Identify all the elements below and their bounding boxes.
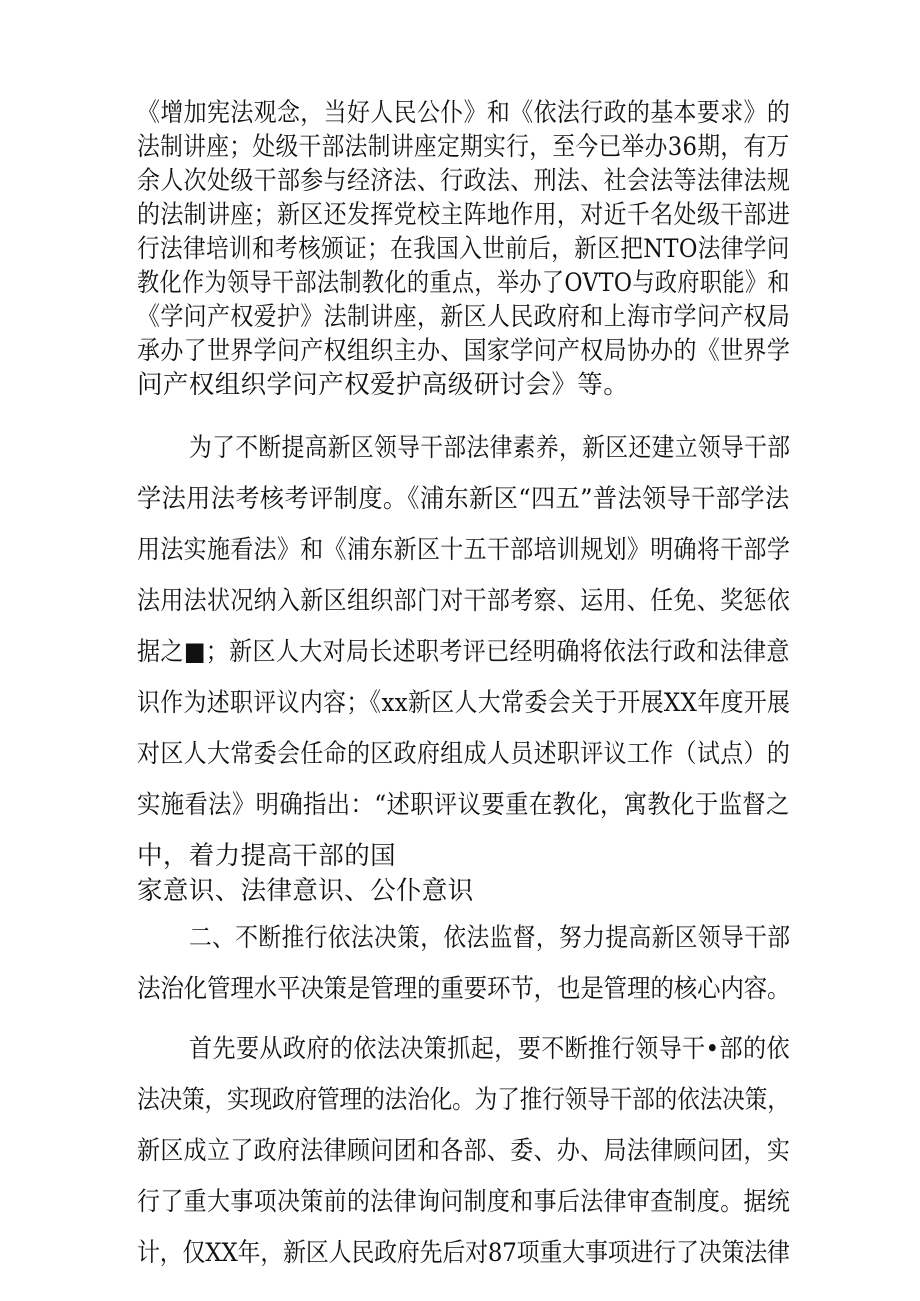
text-line: 据之■；新区人大对局长述职考评已经明确将依法行政和法律意 bbox=[137, 637, 790, 667]
text-line: 承办了世界学问产权组织主办、国家学问产权局协办的《世界学 bbox=[137, 336, 791, 366]
text-line: 行法律培训和考核颁证；在我国入世前后，新区把NTO法律学问 bbox=[137, 234, 790, 264]
text-line: 家意识、法律意识、公仆意识 bbox=[137, 876, 474, 906]
text-line: 学法用法考核考评制度。《浦东新区“四五”普法领导干部学法 bbox=[137, 484, 790, 514]
text-line: 法决策，实现政府管理的法治化。为了推行领导干部的依法决策， bbox=[137, 1085, 790, 1115]
text-line: 行了重大事项决策前的法律询问制度和事后法律审查制度。据统 bbox=[137, 1187, 791, 1217]
text-line: 新区成立了政府法律顾问团和各部、委、办、局法律顾问团，实 bbox=[137, 1136, 791, 1166]
text-line: 法制讲座；处级干部法制讲座定期实行，至今已举办36期，有万 bbox=[137, 132, 790, 162]
text-line: 中，着力提高干部的国 bbox=[137, 841, 397, 871]
text-line: 法用法状况纳入新区组织部门对干部考察、运用、任免、奖惩依 bbox=[137, 586, 791, 616]
text-line: 识作为述职评议内容；《xx新区人大常委会关于开展XX年度开展 bbox=[137, 688, 791, 718]
text-line: 教化作为领导干部法制教化的重点，举办了OVTO与政府职能》和 bbox=[137, 268, 790, 298]
text-line: 对区人大常委会任命的区政府组成人员述职评议工作（试点）的 bbox=[137, 739, 791, 769]
text-line: 二、不断推行依法决策，依法监督，努力提高新区领导干部 bbox=[189, 923, 791, 953]
text-line: 《增加宪法观念，当好人民公仆》和《依法行政的基本要求》的 bbox=[137, 98, 791, 128]
text-line: 《学问产权爱护》法制讲座，新区人民政府和上海市学问产权局 bbox=[137, 302, 791, 332]
text-line: 实施看法》明确指出：“述职评议要重在教化，寓教化于监督之 bbox=[137, 790, 790, 820]
text-line: 法治化管理水平决策是管理的重要环节，也是管理的核心内容。 bbox=[137, 974, 791, 1004]
text-line: 问产权组织学问产权爱护高级研讨会》等。 bbox=[137, 370, 630, 400]
text-line: 计，仅XX年，新区人民政府先后对87项重大事项进行了决策法律 bbox=[137, 1238, 790, 1268]
text-line: 余人次处级干部参与经济法、行政法、刑法、社会法等法律法规 bbox=[137, 166, 791, 196]
text-line: 用法实施看法》和《浦东新区十五干部培训规划》明确将干部学 bbox=[137, 535, 791, 565]
text-line: 首先要从政府的依法决策抓起，要不断推行领导干•部的依 bbox=[189, 1034, 790, 1064]
text-line: 的法制讲座；新区还发挥党校主阵地作用，对近千名处级干部进 bbox=[137, 200, 791, 230]
text-line: 为了不断提高新区领导干部法律素养，新区还建立领导干部 bbox=[189, 433, 791, 463]
